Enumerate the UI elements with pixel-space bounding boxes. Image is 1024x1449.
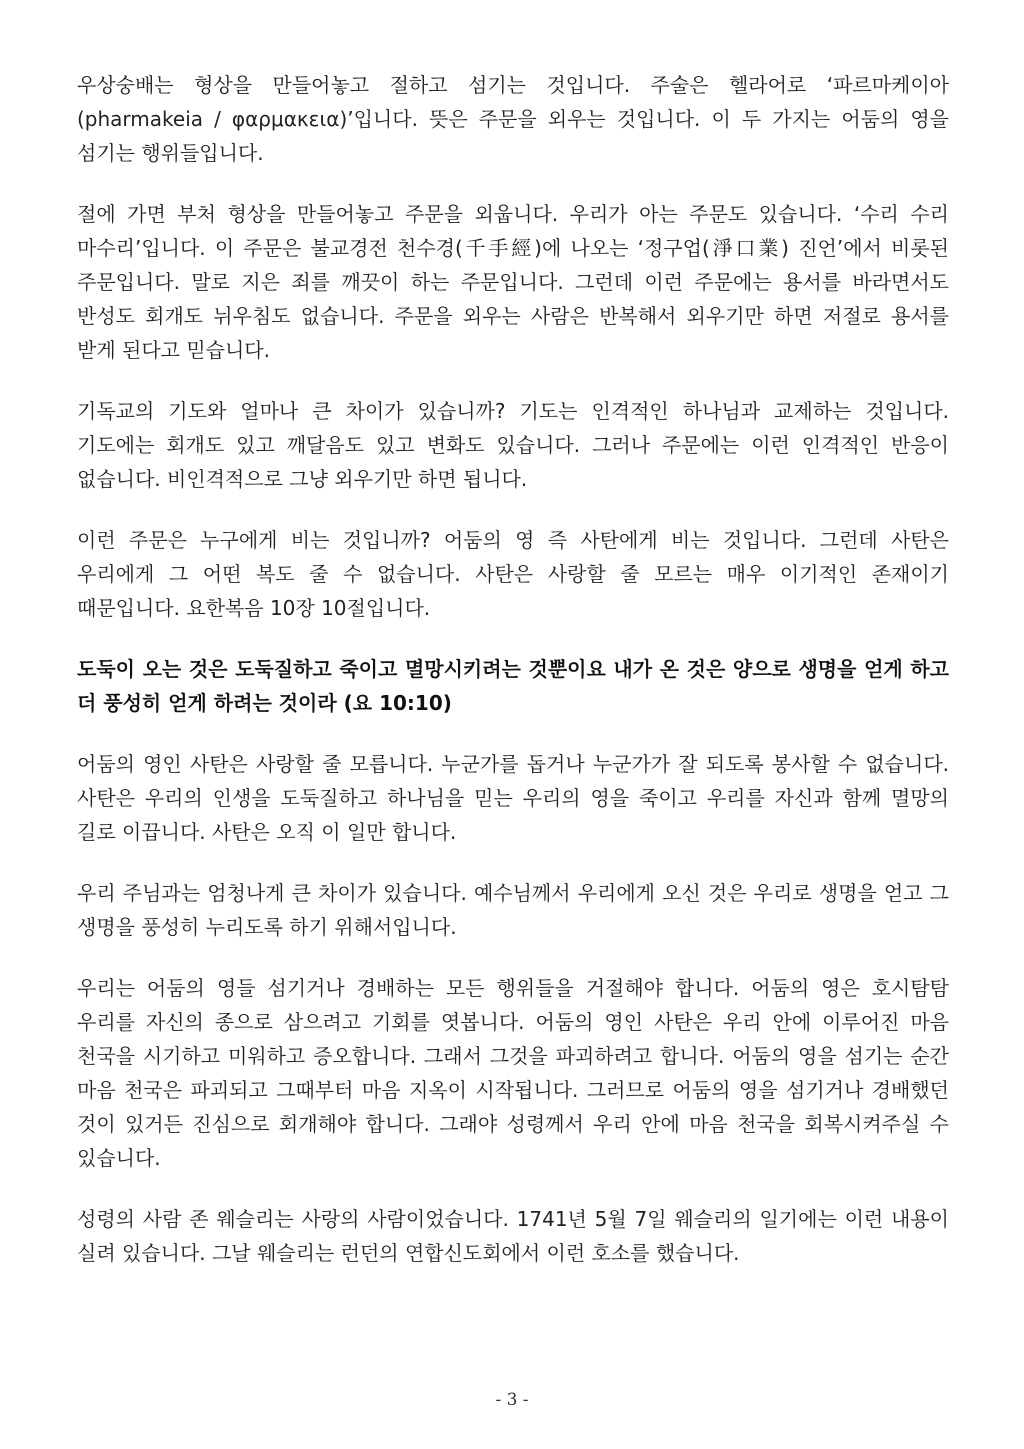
paragraph-satan-nature: 어둠의 영인 사탄은 사랑할 줄 모릅니다. 누군가를 돕거나 누군가가 잘 되도록 봉사할 수 없습니다. 사탄은 우리의 인생을 도둑질하고 하나님을 믿는 우리의 영을 죽이고 우리를 자신과 함께 멸망의 길로 이끕니다. 사탄은 오직 이 일만 합니다. <box>77 752 949 844</box>
paragraph-reject-darkness: 우리는 어둠의 영들 섬기거나 경배하는 모든 행위들을 거절해야 합니다. 어둠의 영은 호시탐탐 우리를 자신의 종으로 삼으려고 기회를 엿봅니다. 어둠의 영인 사탄은 우리 안에 이루어진 마음 천국을 시기하고 미워하고 증오합니다. 그래서 그것을 파괴하려고 합니다. 어둠의 영을 섬기는 순간 마음 천국은 파괴되고 그때부터 마음 지옥이 시작됩니다. 그러므로 어둠의 영을 섬기거나 경배했던 것이 있거든 진심으로 회개해야 합니다. 그래야 성령께서 우리 안에 마음 천국을 회복시켜주실 수 있습니다. <box>77 976 949 1170</box>
paragraph-idolatry: 우상숭배는 형상을 만들어놓고 절하고 섬기는 것입니다. 주술은 헬라어로 ‘파르마케이아(pharmakeia / φαρμακεια)’입니다. 뜻은 주문을 외우는 것입니다. 이 두 가지는 어둠의 영을 섬기는 행위들입니다. <box>77 73 949 165</box>
paragraph-prayer-difference: 기독교의 기도와 얼마나 큰 차이가 있습니까? 기도는 인격적인 하나님과 교제하는 것입니다. 기도에는 회개도 있고 깨달음도 있고 변화도 있습니다. 그러나 주문에는 이런 인격적인 반응이 없습니다. 비인격적으로 그냥 외우기만 하면 됩니다. <box>77 399 949 491</box>
paragraph-temple-chant: 절에 가면 부처 형상을 만들어놓고 주문을 외웁니다. 우리가 아는 주문도 있습니다. ‘수리 수리 마수리’입니다. 이 주문은 불교경전 천수경(千手經)에 나오는 ‘정구업(淨口業) 진언’에서 비롯된 주문입니다. 말로 지은 죄를 깨끗이 하는 주문입니다. 그런데 이런 주문에는 용서를 바라면서도 반성도 회개도 뉘우침도 없습니다. 주문을 외우는 사람은 반복해서 외우기만 하면 저절로 용서를 받게 된다고 믿습니다. <box>77 202 949 362</box>
scripture-quote: 도둑이 오는 것은 도둑질하고 죽이고 멸망시키려는 것뿐이요 내가 온 것은 양으로 생명을 얻게 하고 더 풍성히 얻게 하려는 것이라 (요 10:10) <box>77 657 949 715</box>
paragraph-satan: 이런 주문은 누구에게 비는 것입니까? 어둠의 영 즉 사탄에게 비는 것입니다. 그런데 사탄은 우리에게 그 어떤 복도 줄 수 없습니다. 사탄은 사랑할 줄 모르는 매우 이기적인 존재이기 때문입니다. 요한복음 10장 10절입니다. <box>77 528 949 620</box>
document-body <box>77 68 949 1297</box>
paragraph-wesley: 성령의 사람 존 웨슬리는 사랑의 사람이었습니다. 1741년 5월 7일 웨슬리의 일기에는 이런 내용이 실려 있습니다. 그날 웨슬리는 런던의 연합신도회에서 이런 호소를 했습니다. <box>77 1207 949 1265</box>
page-number: - 3 - <box>495 1390 529 1410</box>
paragraph-lord-difference: 우리 주님과는 엄청나게 큰 차이가 있습니다. 예수님께서 우리에게 오신 것은 우리로 생명을 얻고 그 생명을 풍성히 누리도록 하기 위해서입니다. <box>77 881 949 939</box>
